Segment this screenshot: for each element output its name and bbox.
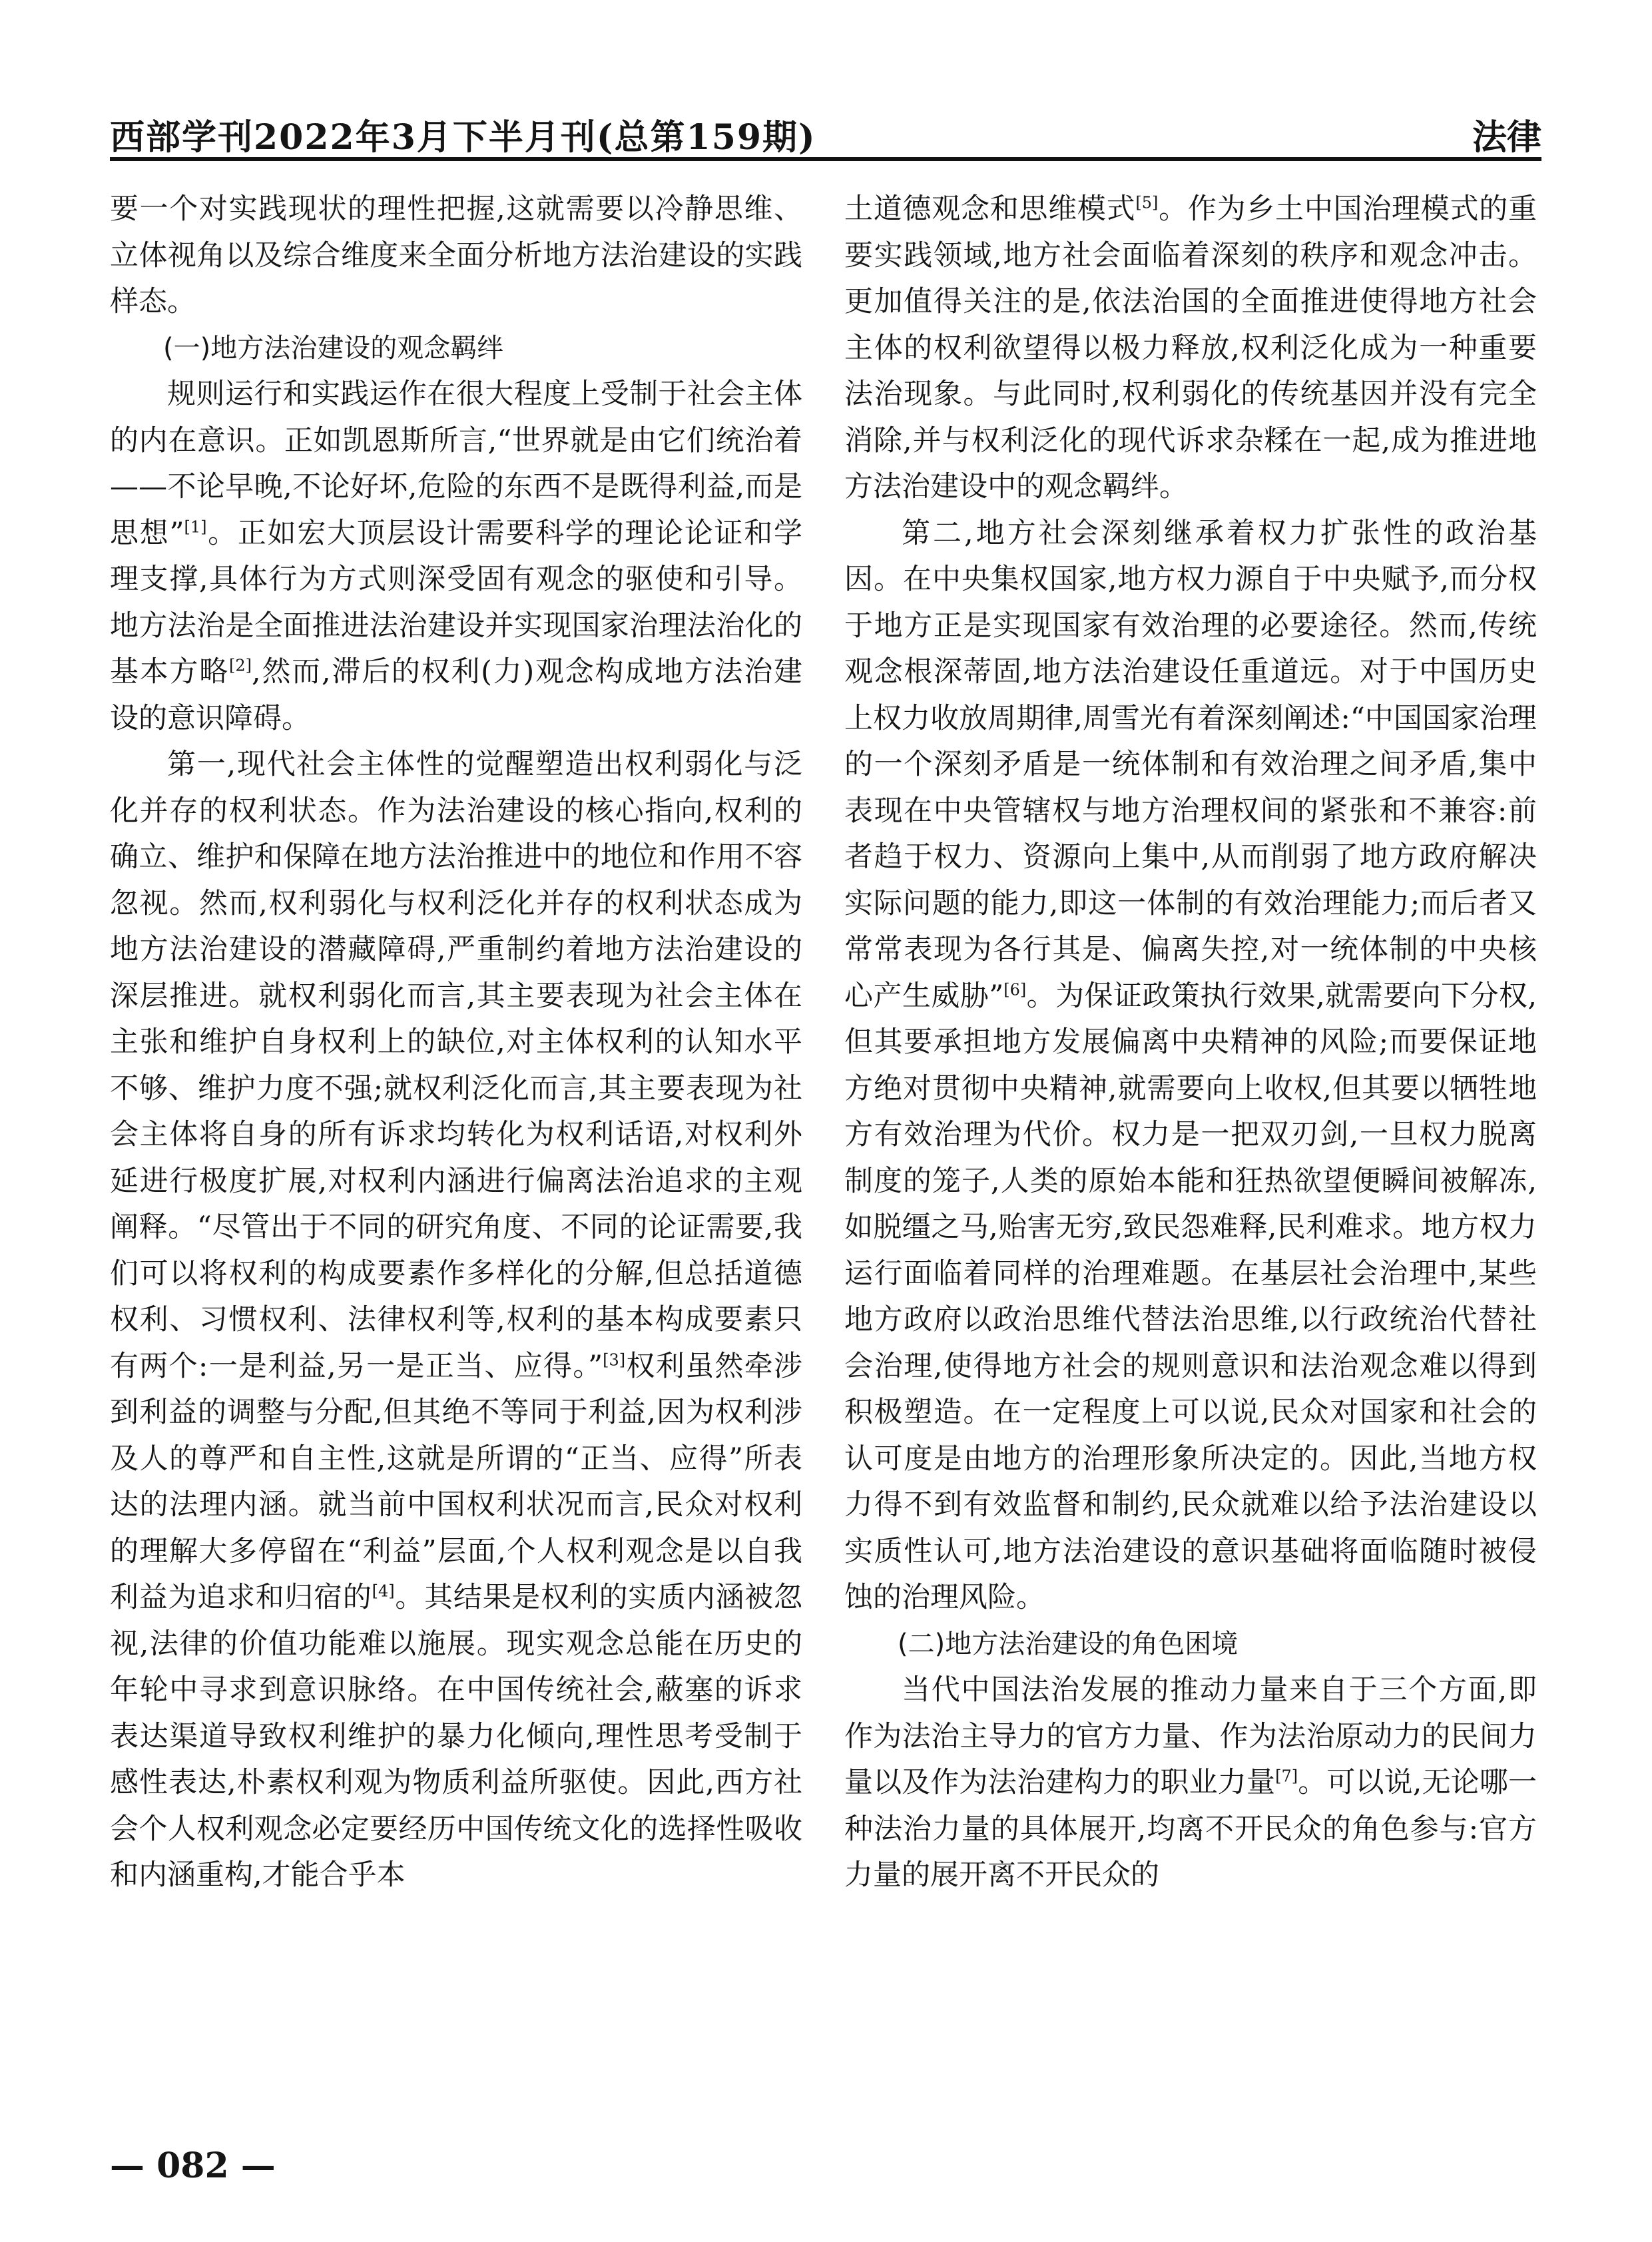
paragraph-continued [844, 186, 1537, 511]
citation-ref: [6] [1003, 980, 1027, 999]
section-heading: (二)地方法治建设的角色困境 [898, 1628, 1239, 1659]
paragraph-continued: 要一个对实践现状的理性把握,这就需要以冷静思维、立体视角以及综合维度来全面分析地方法治建设的实践样态。 [110, 192, 802, 318]
text-run: 。为保证政策执行效果,就需要向下分权,但其要承担地方发展偏离中央精神的风险;而要保证地方绝对贯彻中央精神,就需要向上收权,但其要以牺牲地方有效治理为代价。权力是一把双刃剑,一旦权力脱离制度的笼子,人类的原始本能和狂热欲望便瞬间被解冻,如脱缰之马,贻害无穷,致民怨难释,民利难求。地方权力运行面临着同样的治理难题。在基层社会治理中,某些地方政府以政治思维代替法治思维,以行政统治代替社会治理,使得地方社会的规则意识和法治观念难以得到积极塑造。在一定程度上可以说,民众对国家和社会的认可度是由地方的治理形象所决定的。因此,当地方权力得不到有效监督和制约,民众就难以给予法治建设以实质性认可,地方法治建设的意识基础将面临随时被侵蚀的治理风险。 [844, 979, 1537, 1614]
citation-ref: [4] [372, 1581, 395, 1601]
page-number: — 082 — [110, 2145, 276, 2186]
text-run: 第一,现代社会主体性的觉醒塑造出权利弱化与泛化并存的权利状态。作为法治建设的核心指向,权利的确立、维护和保障在地方法治推进中的地位和作用不容忽视。然而,权利弱化与权利泛化并存的权利状态成为地方法治建设的潜藏障碍,严重制约着地方法治建设的深层推进。就权利弱化而言,其主要表现为社会主体在主张和维护自身权利上的缺位,对主体权利的认知水平不够、维护力度不强;就权利泛化而言,其主要表现为社会主体将自身的所有诉求均转化为权利话语,对权利外延进行极度扩展,对权利内涵进行偏离法治追求的主观阐释。“尽管出于不同的研究角度、不同的论证需要,我们可以将权利的构成要素作多样化的分解,但总括道德权利、习惯权利、法律权利等,权利的基本构成要素只有两个:一是利益,另一是正当、应得。” [110, 748, 802, 1383]
text-run: 。作为乡土中国治理模式的重要实践领域,地方社会面临着深刻的秩序和观念冲击。更加值得关注的是,依法治国的全面推进使得地方社会主体的权利欲望得以极力释放,权利泛化成为一种重要法治现象。与此同时,权利弱化的传统基因并没有完全消除,并与权利泛化的现代诉求杂糅在一起,成为推进地方法治建设中的观念羁绊。 [844, 192, 1537, 503]
text-run: 。其结果是权利的实质内涵被忽视,法律的价值功能难以施展。现实观念总能在历史的年轮中寻求到意识脉络。在中国传统社会,蔽塞的诉求表达渠道导致权利维护的暴力化倾向,理性思考受制于感性表达,朴素权利观为物质利益所驱使。因此,西方社会个人权利观念必定要经历中国传统文化的选择性吸收和内涵重构,才能合乎本 [110, 1581, 803, 1892]
text-run: 土道德观念和思维模式 [844, 192, 1136, 226]
text-run: 规则运行和实践运作在很大程度上受制于社会主体的内在意识。正如凯恩斯所言,“世界就是由它们统治着——不论早晚,不论好坏,危险的东西不是既得利益,而是思想” [110, 378, 802, 550]
citation-ref: [1] [184, 517, 207, 537]
text-run: 当代中国法治发展的推动力量来自于三个方面,即作为法治主导力的官方力量、作为法治原动力的民间力量以及作为法治建构力的职业力量 [844, 1673, 1537, 1799]
paragraph [844, 511, 1537, 1621]
journal-issue: 西部学刊2022年3月下半月刊(总第159期) [110, 117, 816, 158]
left-column [110, 186, 802, 1899]
text-run: 第二,地方社会深刻继承着权力扩张性的政治基因。在中央集权国家,地方权力源自于中央赋予,而分权于地方正是实现国家有效治理的必要途径。然而,传统观念根深蒂固,地方法治建设任重道远。对于中国历史上权力收放周期律,周雪光有着深刻阐述:“中国国家治理的一个深刻矛盾是一统体制和有效治理之间矛盾,集中表现在中央管辖权与地方治理权间的紧张和不兼容:前者趋于权力、资源向上集中,从而削弱了地方政府解决实际问题的能力,即这一体制的有效治理能力;而后者又常常表现为各行其是、偏离失控,对一统体制的中央核心产生威胁” [844, 516, 1537, 1013]
paragraph [844, 1667, 1537, 1899]
paragraph [110, 742, 802, 1899]
header-rule [110, 157, 1541, 161]
text-run: 权利虽然牵涉到利益的调整与分配,但其绝不等同于利益,因为权利涉及人的尊严和自主性,这就是所谓的“正当、应得”所表达的法理内涵。就当前中国权利状况而言,民众对权利的理解大多停留在“利益”层面,个人权利观念是以自我利益为追求和归宿的 [110, 1349, 803, 1614]
text-run: ,然而,滞后的权利(力)观念构成地方法治建设的意识障碍。 [110, 655, 803, 735]
paragraph [110, 372, 802, 742]
text-run: 。正如宏大顶层设计需要科学的理论论证和学理支撑,具体行为方式则深受固有观念的驱使和引导。地方法治是全面推进法治建设并实现国家治理法治化的基本方略 [110, 516, 803, 689]
text-run: 。可以说,无论哪一种法治力量的具体展开,均离不开民众的角色参与:官方力量的展开离不开民众的 [844, 1766, 1537, 1892]
page-header [110, 100, 1541, 166]
section-heading: (一)地方法治建设的观念羁绊 [163, 332, 504, 364]
citation-ref: [5] [1135, 193, 1159, 212]
citation-ref: [2] [229, 656, 252, 675]
citation-ref: [3] [603, 1350, 626, 1370]
citation-ref: [7] [1275, 1767, 1298, 1786]
section-label: 法律 [1472, 117, 1541, 158]
right-column [844, 186, 1537, 1899]
